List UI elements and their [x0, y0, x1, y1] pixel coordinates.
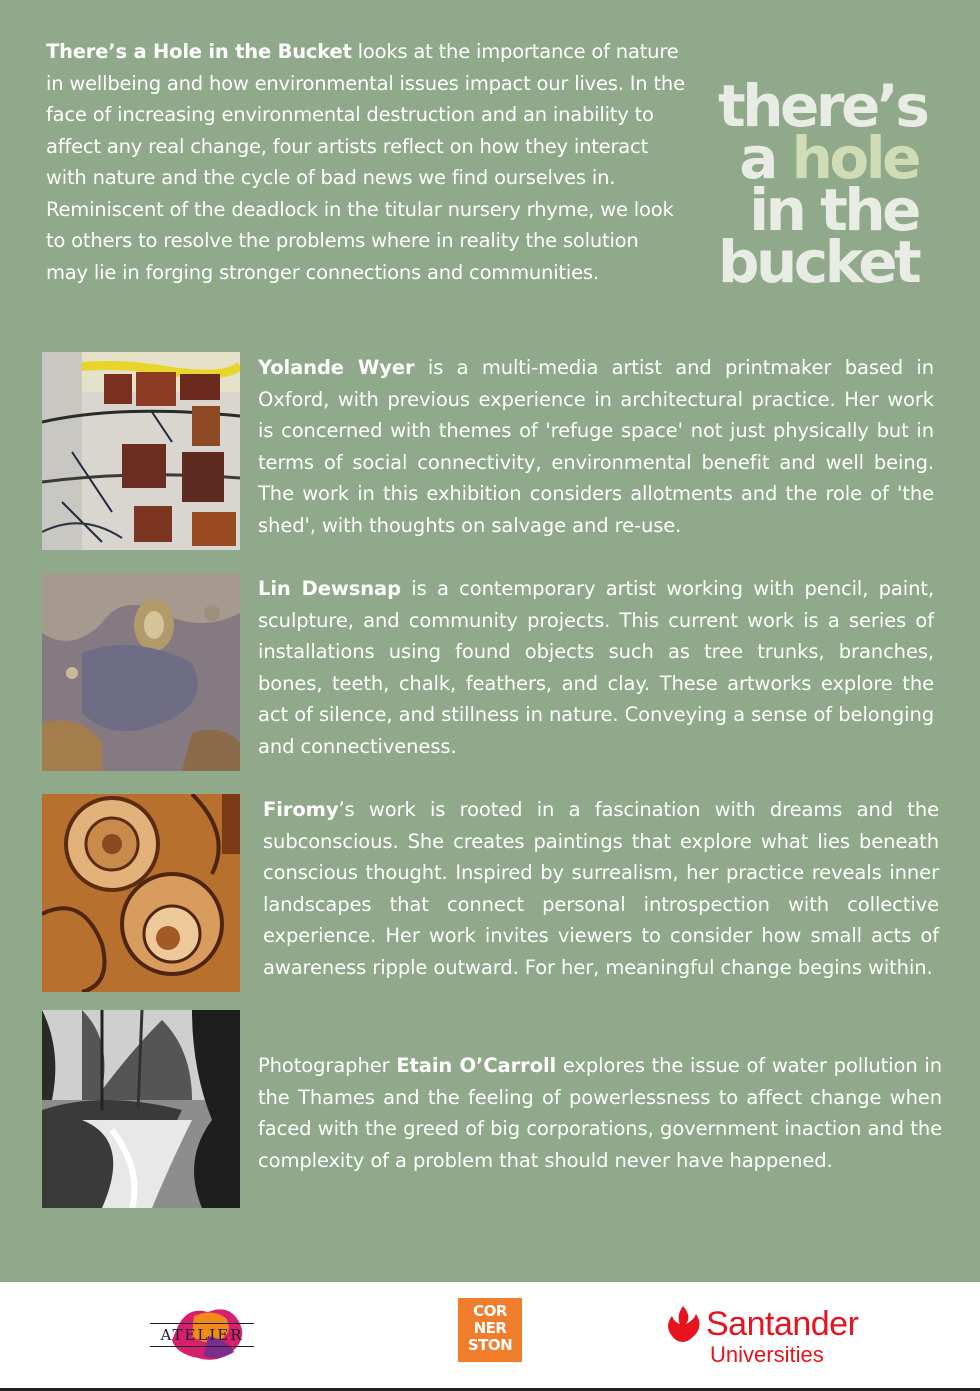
santander-wordmark: Santander: [706, 1305, 859, 1343]
logo-line-4: bucket: [718, 228, 919, 296]
intro-text: looks at the importance of nature in wellbeing and how environmental issues impact our lives. In the face of increasing environmental destruction and an inability to affect any real change, four artists reflect on how they interact with nature and the cycle of bad news we find ourselves in. Reminiscent of the deadlock in the titular nursery rhyme, we look to others to resolve the problems where in reality the solution may lie in forging stronger connections and communities.: [46, 40, 685, 284]
artist-bio: Lin Dewsnap is a contemporary artist working with pencil, paint, sculpture, and community projects. This current work is a series of installations using found objects such as tree trunks, branches, bones, teeth, chalk, feathers, and clay. These artworks explore the act of silence, and stillness in nature. Conveying a sense of belonging and connectiveness.: [258, 577, 934, 758]
cornerstone-logo: COR NER STON: [458, 1298, 522, 1362]
artist-yolande-wyer: [42, 352, 942, 550]
logo-line-3: in the: [749, 176, 918, 244]
artwork-image-lin: [42, 573, 240, 771]
artwork-image-yolande: [42, 352, 240, 550]
intro-paragraph: [46, 36, 686, 288]
artist-firomy: [42, 794, 942, 992]
artist-name: Lin Dewsnap: [258, 577, 401, 600]
artist-name: Yolande Wyer: [258, 356, 415, 379]
artist-bio: Photographer Etain O’Carroll explores the issue of water pollution in the Thames and the feeling of powerlessness to affect change when faced with the greed of big corporations, government inaction and the complexity of a problem that should never have happened.: [258, 1054, 942, 1172]
santander-logo: [662, 1302, 892, 1372]
atelier-wordmark: ATELIER: [150, 1323, 254, 1347]
sponsor-footer: [0, 1282, 980, 1388]
logo-line-2: a hole: [739, 124, 918, 192]
artwork-image-etain: [42, 1010, 240, 1208]
artist-bio: Firomy’s work is rooted in a fascination with dreams and the subconscious. She creates paintings that explore what lies beneath conscious thought. Inspired by surrealism, her practice reveals inner landscapes that connect personal introspection with collective experience. Her work invites viewers to consider how small acts of awareness ripple outward. For her, meaningful change begins within.: [263, 798, 939, 979]
santander-universities: Universities: [710, 1342, 824, 1367]
logo-line-1: there’s: [718, 72, 927, 140]
artist-etain-ocarroll: [42, 1010, 942, 1208]
logo-hole-word: hole: [791, 124, 918, 192]
santander-flame-icon: [662, 1304, 704, 1344]
artist-name: Firomy: [263, 798, 339, 821]
artist-name: Etain O’Carroll: [396, 1054, 557, 1077]
exhibition-title: There’s a Hole in the Bucket: [46, 40, 352, 63]
artist-bio: Yolande Wyer is a multi-media artist and printmaker based in Oxford, with previous experience in architectural practice. Her work is concerned with themes of 'refuge space' not just physically but in terms of social connectivity, environmental benefit and well being. The work in this exhibition considers allotments and the role of 'the shed', with thoughts on salvage and re-use.: [258, 356, 934, 537]
exhibition-logo: [718, 72, 927, 296]
atelier-logo: [150, 1306, 254, 1362]
artwork-image-firomy: [42, 794, 240, 992]
artist-lin-dewsnap: [42, 573, 942, 771]
